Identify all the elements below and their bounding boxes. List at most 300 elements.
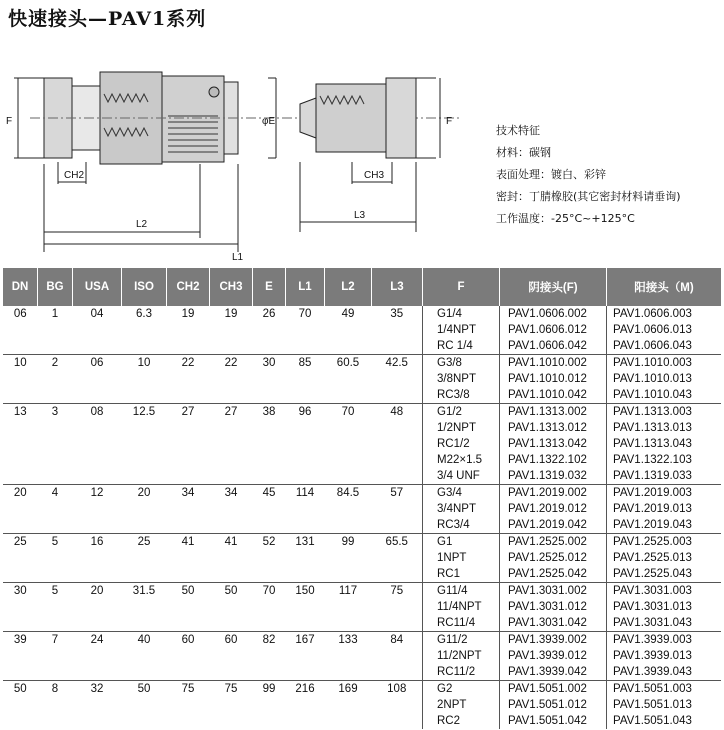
cell-e [253,566,286,583]
cell-usa [73,371,122,387]
cell-bg [38,468,73,485]
cell-e [253,338,286,355]
cell-e [253,387,286,404]
cell-l3 [372,387,423,404]
cell-ch2 [167,436,210,452]
cell-female-part: PAV1.1010.002 [500,355,607,372]
cell-male-part: PAV1.3031.013 [613,601,692,613]
header-iso: ISO [122,268,167,306]
cell-l3: 42.5 [385,357,408,369]
cell-dn: 10 [13,357,27,369]
cell-l3 [372,468,423,485]
table-row [3,501,721,517]
cell-l1: 150 [295,585,315,597]
header-l1: L1 [286,268,325,306]
cell-iso [122,664,167,681]
cell-dn [3,436,38,452]
cell-l1 [286,615,325,632]
cell-female-part: PAV1.3031.012 [500,599,607,615]
cell-l2: 99 [341,536,355,548]
cell-l2 [325,550,372,566]
cell-f: G11/2 [423,632,500,649]
table-row [3,306,721,322]
cell-iso: 10 [137,357,151,369]
cell-dn: 30 [13,585,27,597]
cell-dn [3,713,38,729]
cell-male-part: PAV1.1010.043 [607,387,722,404]
cell-usa: 12 [90,487,104,499]
cell-male-part: PAV1.0606.003 [613,308,692,320]
cell-male-part: PAV1.5051.003 [613,683,692,695]
cell-usa: 32 [90,683,104,695]
cell-l3: 35 [390,308,404,320]
cell-usa [73,420,122,436]
table-row [3,550,721,566]
cell-dn: 06 [13,308,27,320]
cell-ch3 [210,517,253,534]
cell-ch3: 60 [224,634,238,646]
cell-l3 [372,501,423,517]
cell-ch2: 60 [181,634,195,646]
cell-male-part: PAV1.3939.013 [613,650,692,662]
cell-usa [73,648,122,664]
cell-l1: 131 [295,536,315,548]
header-l2: L2 [325,268,372,306]
table-row [3,420,721,436]
cell-bg [38,615,73,632]
cell-bg: 5 [51,536,59,548]
table-row [3,371,721,387]
cell-bg [38,436,73,452]
cell-male-part: PAV1.2019.013 [613,503,692,515]
dim-label-ch3: CH3 [364,170,385,181]
cell-iso [122,648,167,664]
technical-specs [496,120,681,230]
cell-iso [122,468,167,485]
cell-usa [73,338,122,355]
cell-usa [73,599,122,615]
cell-l1 [286,566,325,583]
dim-label-l2: L2 [136,219,148,230]
cell-f: 1/4NPT [423,322,500,338]
cell-f: G1 [423,534,500,551]
specs-heading: 技术特征 [496,124,540,137]
cell-dn [3,420,38,436]
cell-ch3 [210,713,253,729]
coupling-technical-drawing [0,32,470,262]
cell-l2 [325,322,372,338]
cell-l2 [325,697,372,713]
cell-f: M22×1.5 [423,452,500,468]
cell-l3 [372,599,423,615]
cell-male-part: PAV1.5051.043 [613,715,692,727]
cell-e: 70 [262,585,276,597]
cell-f: G3/4 [423,485,500,502]
cell-iso: 6.3 [136,308,152,320]
cell-female-part: PAV1.1313.042 [500,436,607,452]
cell-female-part: PAV1.2019.012 [500,501,607,517]
cell-dn: 50 [13,683,27,695]
cell-l2 [325,420,372,436]
cell-f: 11/4NPT [423,599,500,615]
cell-bg: 3 [51,406,59,418]
cell-l2: 60.5 [336,357,360,369]
cell-l3 [372,338,423,355]
cell-dn [3,697,38,713]
cell-dn: 20 [13,487,27,499]
cell-l1 [286,599,325,615]
table-row [3,404,721,421]
cell-iso [122,550,167,566]
cell-l3 [372,664,423,681]
cell-iso: 40 [137,634,151,646]
header-l3: L3 [372,268,423,306]
cell-l1: 167 [295,634,315,646]
cell-iso [122,322,167,338]
cell-l3: 65.5 [385,536,408,548]
cell-usa [73,615,122,632]
cell-l3: 84 [390,634,404,646]
header-bg: BG [38,268,73,306]
cell-bg [38,322,73,338]
cell-dn [3,615,38,632]
cell-f: RC11/2 [423,664,500,681]
cell-l1 [286,501,325,517]
table-row [3,566,721,583]
cell-l3 [372,615,423,632]
header-e: E [253,268,286,306]
cell-e [253,322,286,338]
cell-ch2 [167,664,210,681]
header-ch2: CH2 [167,268,210,306]
cell-iso [122,697,167,713]
cell-male-part: PAV1.1010.003 [613,357,692,369]
cell-f: RC3/4 [423,517,500,534]
cell-usa [73,664,122,681]
spec-table-body [3,306,721,729]
cell-female-part: PAV1.0606.012 [500,322,607,338]
table-row [3,322,721,338]
cell-iso [122,387,167,404]
header-dn: DN [3,268,38,306]
cell-male-part: PAV1.3939.043 [607,664,722,681]
cell-l2 [325,566,372,583]
cell-e [253,452,286,468]
cell-male-part: PAV1.1313.043 [613,438,692,450]
cell-bg [38,338,73,355]
cell-ch2 [167,338,210,355]
cell-l2 [325,615,372,632]
cell-l2: 133 [338,634,358,646]
cell-ch3 [210,436,253,452]
cell-ch2: 22 [181,357,195,369]
table-row [3,681,721,698]
cell-l1 [286,338,325,355]
cell-l3: 57 [390,487,404,499]
cell-ch3 [210,468,253,485]
cell-bg [38,566,73,583]
cell-e [253,713,286,729]
cell-ch3 [210,322,253,338]
cell-f: RC1 [423,566,500,583]
cell-l2 [325,468,372,485]
cell-usa [73,566,122,583]
cell-l1 [286,517,325,534]
cell-ch2 [167,452,210,468]
table-row [3,664,721,681]
cell-iso [122,338,167,355]
table-row [3,534,721,551]
cell-ch3: 22 [224,357,238,369]
header-female: 阴接头(F) [500,268,607,306]
cell-ch3 [210,452,253,468]
cell-bg [38,599,73,615]
cell-l3 [372,371,423,387]
cell-ch3 [210,697,253,713]
cell-usa [73,468,122,485]
cell-dn [3,387,38,404]
cell-ch3 [210,501,253,517]
cell-ch2 [167,566,210,583]
cell-female-part: PAV1.2019.002 [500,485,607,502]
cell-l1 [286,664,325,681]
cell-bg [38,387,73,404]
cell-f: G1/4 [423,306,500,322]
cell-iso [122,452,167,468]
cell-l1: 216 [295,683,315,695]
header-ch3: CH3 [210,268,253,306]
cell-ch2 [167,550,210,566]
cell-male-part: PAV1.1313.013 [613,422,692,434]
cell-l3 [372,550,423,566]
cell-f: G3/8 [423,355,500,372]
cell-bg [38,664,73,681]
cell-dn [3,371,38,387]
cell-female-part: PAV1.3031.002 [500,583,607,600]
cell-e: 38 [262,406,276,418]
cell-iso [122,501,167,517]
cell-male-part: PAV1.2019.043 [607,517,722,534]
cell-female-part: PAV1.1010.012 [500,371,607,387]
cell-iso [122,566,167,583]
cell-ch2: 27 [181,406,195,418]
cell-l2: 169 [338,683,358,695]
dim-label-e: φE [262,116,276,127]
cell-e: 99 [262,683,276,695]
cell-l1 [286,468,325,485]
cell-iso [122,420,167,436]
cell-l2 [325,436,372,452]
cell-iso [122,599,167,615]
cell-ch2: 19 [181,308,195,320]
cell-male-part: PAV1.3939.003 [613,634,692,646]
cell-f: RC11/4 [423,615,500,632]
table-row [3,615,721,632]
cell-l2 [325,452,372,468]
table-row [3,713,721,729]
cell-l3 [372,436,423,452]
cell-ch3 [210,599,253,615]
cell-l3 [372,517,423,534]
cell-l1 [286,387,325,404]
cell-l2 [325,371,372,387]
cell-ch2 [167,420,210,436]
cell-dn [3,452,38,468]
cell-ch2 [167,501,210,517]
cell-e: 82 [262,634,276,646]
cell-female-part: PAV1.5051.012 [500,697,607,713]
cell-ch2: 41 [181,536,195,548]
cell-dn: 25 [13,536,27,548]
table-row [3,648,721,664]
cell-l2 [325,648,372,664]
cell-iso: 12.5 [132,406,156,418]
dim-label-l3: L3 [354,210,366,221]
cell-iso: 50 [137,683,151,695]
cell-ch3: 19 [224,308,238,320]
cell-female-part: PAV1.2525.002 [500,534,607,551]
cell-female-part: PAV1.5051.002 [500,681,607,698]
cell-e: 45 [262,487,276,499]
cell-e [253,517,286,534]
cell-female-part: PAV1.2019.042 [500,517,607,534]
cell-l3 [372,566,423,583]
cell-ch2 [167,697,210,713]
cell-male-part: PAV1.1313.003 [613,406,692,418]
table-row [3,468,721,485]
cell-bg: 2 [51,357,59,369]
dim-label-f-left: F [6,116,13,127]
cell-ch2 [167,371,210,387]
cell-e [253,648,286,664]
dim-label-ch2: CH2 [64,170,85,181]
cell-bg: 1 [51,308,59,320]
cell-f: 1NPT [423,550,500,566]
cell-l3: 48 [390,406,404,418]
cell-iso: 20 [137,487,151,499]
cell-ch3: 75 [224,683,238,695]
cell-ch3 [210,420,253,436]
cell-l1 [286,420,325,436]
cell-usa: 06 [90,357,104,369]
header-usa: USA [73,268,122,306]
cell-l1 [286,436,325,452]
cell-usa [73,322,122,338]
table-row [3,697,721,713]
cell-ch3 [210,338,253,355]
cell-dn [3,501,38,517]
cell-l1 [286,452,325,468]
cell-f: 1/2NPT [423,420,500,436]
cell-f: RC3/8 [423,387,500,404]
cell-ch2: 34 [181,487,195,499]
cell-l3 [372,322,423,338]
cell-bg [38,371,73,387]
cell-female-part: PAV1.1322.102 [500,452,607,468]
cell-l3 [372,420,423,436]
cell-male-part: PAV1.0606.043 [607,338,722,355]
table-row [3,338,721,355]
cell-male-part: PAV1.1010.013 [613,373,692,385]
cell-dn [3,322,38,338]
table-row [3,452,721,468]
cell-female-part: PAV1.3939.042 [500,664,607,681]
cell-dn [3,468,38,485]
cell-female-part: PAV1.3939.002 [500,632,607,649]
cell-bg [38,420,73,436]
cell-ch2 [167,468,210,485]
page-title: 快速接头—PAV1系列 [8,8,207,30]
cell-usa [73,517,122,534]
cell-usa [73,713,122,729]
cell-female-part: PAV1.3939.012 [500,648,607,664]
table-row [3,632,721,649]
cell-e [253,501,286,517]
cell-iso: 25 [137,536,151,548]
cell-male-part: PAV1.3031.043 [607,615,722,632]
dim-label-l1: L1 [232,252,244,262]
cell-l2 [325,517,372,534]
cell-e [253,697,286,713]
cell-ch3 [210,648,253,664]
cell-dn [3,599,38,615]
cell-bg [38,550,73,566]
cell-l2 [325,599,372,615]
cell-iso [122,371,167,387]
cell-bg [38,697,73,713]
cell-ch2: 50 [181,585,195,597]
header-male: 阳接头（M) [607,268,722,306]
cell-f: RC2 [423,713,500,729]
cell-ch3 [210,615,253,632]
cell-l3: 108 [387,683,407,695]
cell-ch2 [167,517,210,534]
cell-usa [73,550,122,566]
header-f: F [423,268,500,306]
cell-l1 [286,322,325,338]
cell-l3 [372,648,423,664]
cell-l2 [325,664,372,681]
cell-bg [38,452,73,468]
cell-f: 3/4 UNF [423,468,500,485]
spec-table [3,268,721,729]
cell-bg: 4 [51,487,59,499]
cell-ch3 [210,371,253,387]
cell-f: RC1/2 [423,436,500,452]
cell-bg: 5 [51,585,59,597]
cell-iso [122,713,167,729]
cell-male-part: PAV1.3031.003 [613,585,692,597]
cell-e [253,664,286,681]
cell-f: 3/4NPT [423,501,500,517]
cell-female-part: PAV1.0606.002 [500,306,607,322]
cell-usa: 24 [90,634,104,646]
table-row [3,599,721,615]
cell-ch3 [210,566,253,583]
cell-ch2 [167,713,210,729]
cell-l2: 84.5 [336,487,360,499]
cell-l2: 49 [341,308,355,320]
cell-l1 [286,713,325,729]
cell-usa [73,697,122,713]
cell-e: 26 [262,308,276,320]
cell-dn [3,517,38,534]
cell-l1: 96 [298,406,312,418]
specs-temperature: 工作温度：-25°C~+125°C [496,212,635,225]
cell-f: G1/2 [423,404,500,421]
cell-l2: 117 [338,585,358,597]
cell-usa: 20 [90,585,104,597]
